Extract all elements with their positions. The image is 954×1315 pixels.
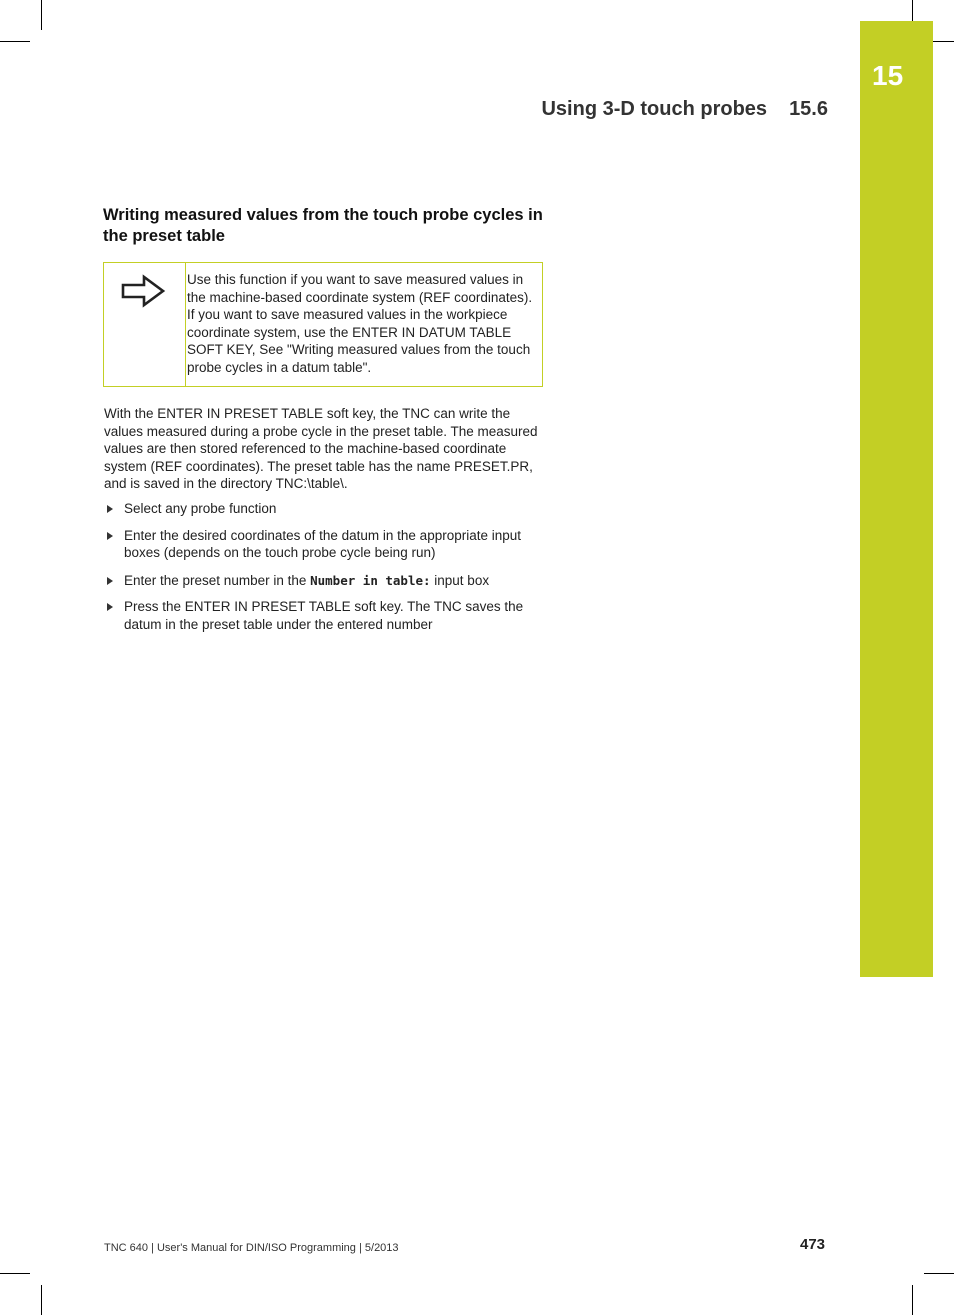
bullet-arrow-icon	[107, 603, 113, 611]
note-divider	[185, 263, 186, 386]
step-text: Enter the desired coordinates of the datum in the appropriate input boxes (depends on the touch probe cycle being run)	[124, 527, 522, 561]
step-text-after: input box	[430, 572, 490, 588]
crop-mark	[41, 1285, 42, 1315]
page-number: 473	[800, 1236, 826, 1253]
bullet-arrow-icon	[107, 532, 113, 540]
step-text: Press the ENTER IN PRESET TABLE soft key. The TNC saves the datum in the preset table under the entered number	[124, 599, 524, 632]
list-item	[104, 527, 544, 562]
list-item	[104, 598, 544, 633]
bullet-arrow-icon	[107, 505, 113, 513]
crop-mark	[924, 1273, 954, 1274]
chapter-number: 15	[872, 60, 904, 91]
crop-mark	[0, 41, 30, 42]
step-keyword: Number in table:	[310, 572, 431, 588]
arrow-right-icon	[120, 273, 166, 314]
note-text: Use this function if you want to save measured values in the machine-based coordinate system (REF coordinates). If you want to save measured values in the workpiece coordinate system, use the ENTER IN DATUM TABLE SOFT KEY, See "Writing measured values from the touch probe cycles in a datum table".	[187, 272, 533, 375]
list-item	[104, 500, 544, 518]
step-text-before: Enter the preset number in the	[124, 572, 311, 588]
crop-mark	[41, 0, 42, 30]
step-list	[104, 500, 544, 634]
chapter-tab	[860, 21, 933, 977]
footer-text: TNC 640 | User's Manual for DIN/ISO Programming | 5/2013	[104, 1242, 399, 1254]
running-header	[541, 98, 828, 121]
crop-mark	[0, 1273, 30, 1274]
note-box	[103, 262, 543, 387]
list-item	[104, 572, 544, 590]
bullet-arrow-icon	[107, 577, 113, 585]
running-header-title: Using 3-D touch probes	[541, 98, 768, 120]
crop-mark	[912, 1285, 913, 1315]
step-text: Select any probe function	[124, 501, 277, 516]
body-paragraph: With the ENTER IN PRESET TABLE soft key, the TNC can write the values measured during a probe cycle in the preset table. The measured values are then stored referenced to the machine-based coordinate system (REF coordinates). The preset table has the name PRESET.PR, and is saved in the directory TNC:\table\.	[104, 406, 538, 492]
running-header-number: 15.6	[789, 98, 828, 120]
section-title: Writing measured values from the touch probe cycles in the preset table	[103, 206, 543, 245]
